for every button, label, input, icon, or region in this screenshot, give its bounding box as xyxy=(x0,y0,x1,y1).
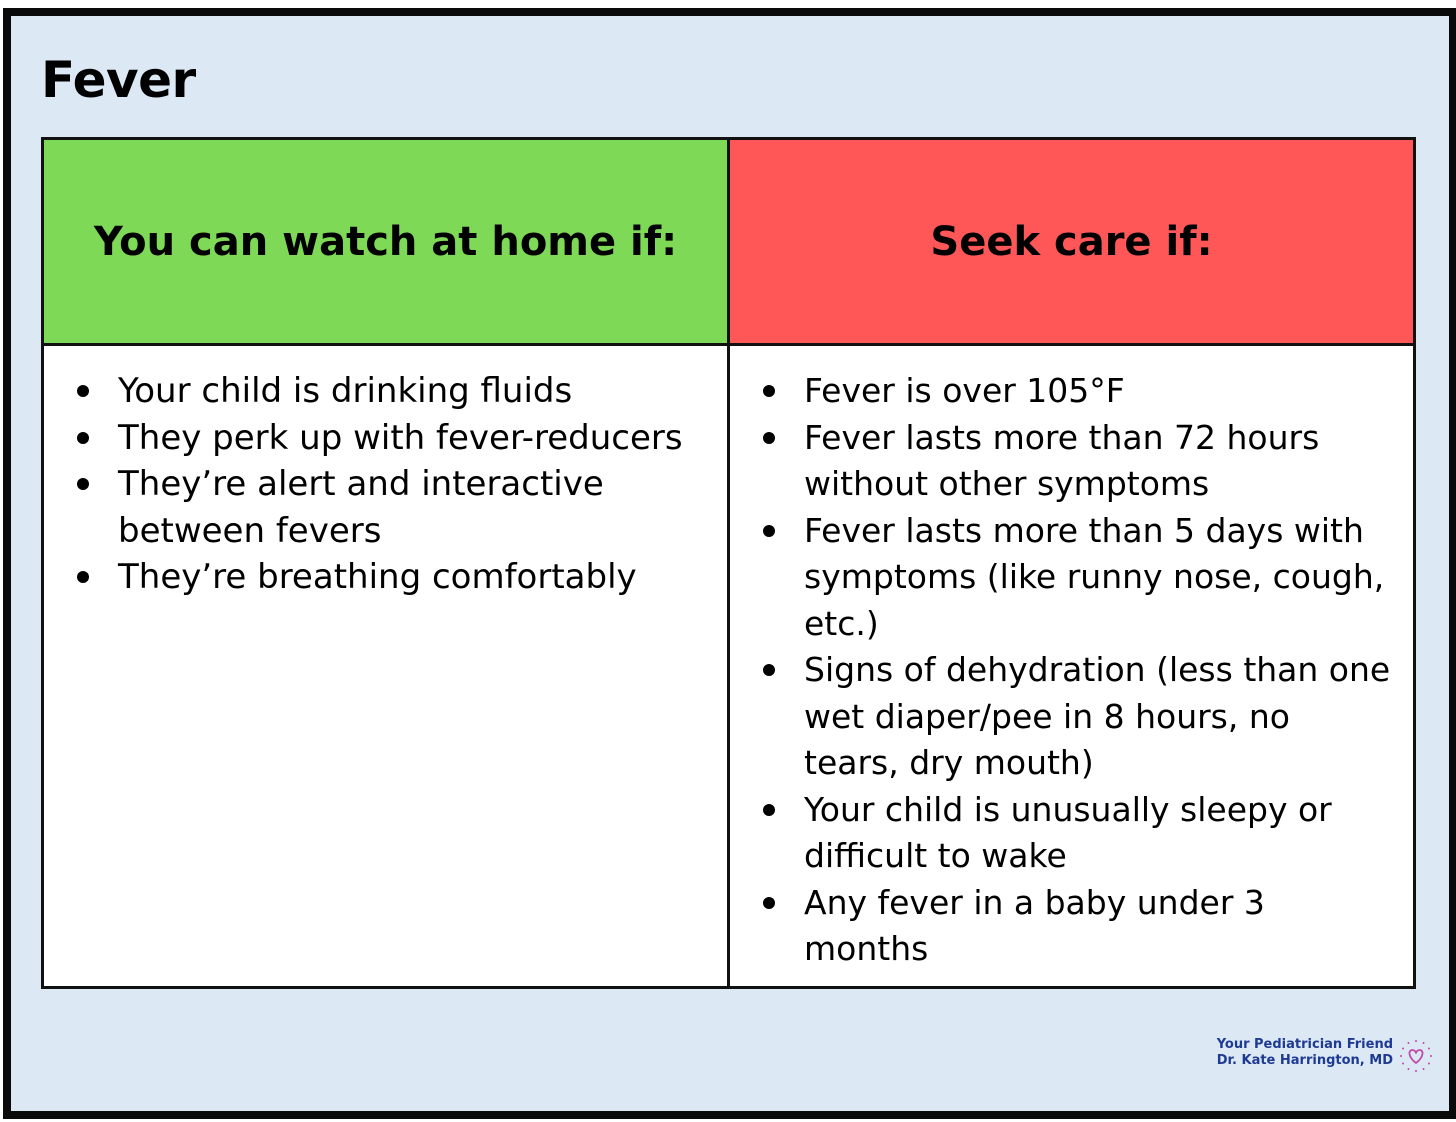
list-item: Fever lasts more than 5 days with symptoms (like runny nose, cough, etc.) xyxy=(804,508,1393,648)
list-item: They perk up with fever-reducers xyxy=(118,415,707,462)
list-item: Fever lasts more than 72 hours without other symptoms xyxy=(804,415,1393,508)
home-column-header: You can watch at home if: xyxy=(44,140,730,346)
list-item: Signs of dehydration (less than one wet diaper/pee in 8 hours, no tears, dry mouth) xyxy=(804,647,1393,787)
branding xyxy=(1217,1037,1393,1069)
home-column-body xyxy=(44,346,730,986)
care-list xyxy=(730,368,1393,973)
page-title: Fever xyxy=(41,51,196,109)
list-item: Your child is drinking fluids xyxy=(118,368,707,415)
care-column-header: Seek care if: xyxy=(730,140,1413,346)
care-column-body xyxy=(730,346,1413,986)
page-frame xyxy=(3,8,1456,1119)
heart-icon xyxy=(1399,1039,1433,1073)
home-list xyxy=(44,368,707,601)
list-item: Fever is over 105°F xyxy=(804,368,1393,415)
branding-line-2: Dr. Kate Harrington, MD xyxy=(1216,1053,1393,1068)
fever-guidance-table xyxy=(41,137,1416,989)
list-item: They’re breathing comfortably xyxy=(118,554,707,601)
list-item: They’re alert and interactive between fevers xyxy=(118,461,707,554)
branding-line-1: Your Pediatrician Friend xyxy=(1216,1037,1393,1052)
list-item: Any fever in a baby under 3 months xyxy=(804,880,1393,973)
list-item: Your child is unusually sleepy or difficult to wake xyxy=(804,787,1393,880)
